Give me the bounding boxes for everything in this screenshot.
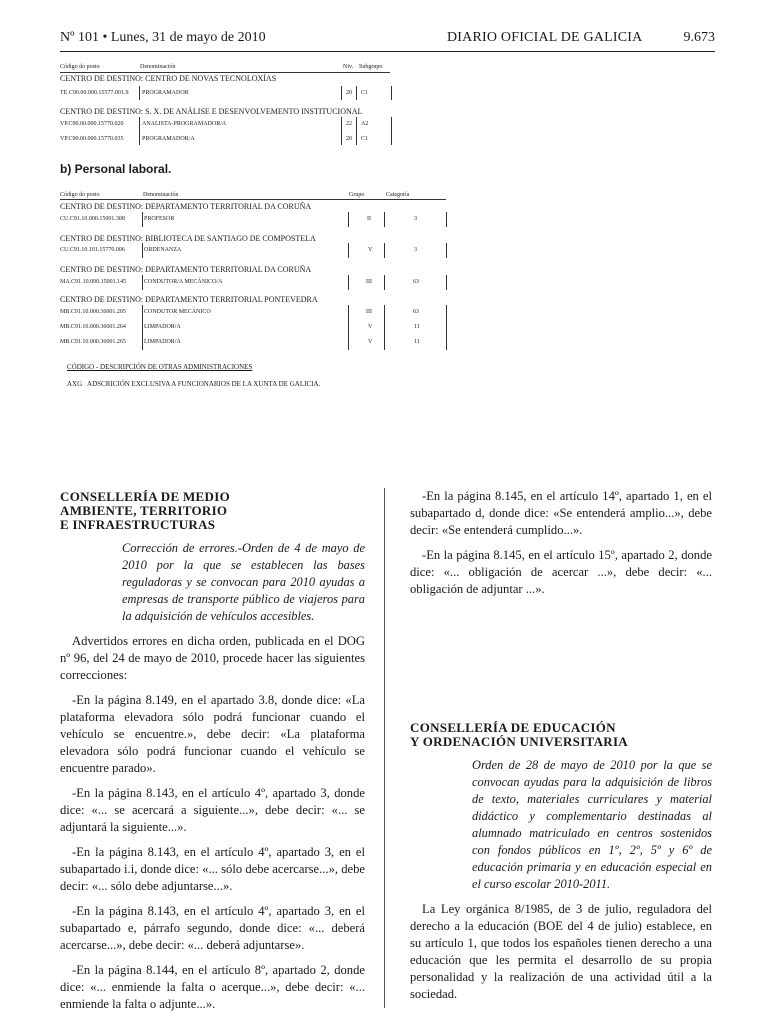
cell-divider xyxy=(348,243,349,258)
cell-divider xyxy=(384,320,385,335)
table-row-group: III xyxy=(366,279,372,285)
issue-date: Nº 101 • Lunes, 31 de mayo de 2010 xyxy=(60,30,266,45)
cell-divider xyxy=(348,212,349,227)
cell-divider xyxy=(446,243,447,258)
cell-divider xyxy=(384,305,385,320)
table-a-header-name: Denominación xyxy=(140,64,176,70)
table-row-name: LIMPADOR/A xyxy=(144,324,181,330)
right-order-title: Orden de 28 de mayo de 2010 por la que se convocan ayudas para la adquisición de libros de texto, materiales curriculares y material didáctico y complementario destinadas al alumnado matriculado en centros sostenidos con fondos públicos en 1º, 2º, 5º y 6º de educación primaria y en educación especial en el curso escolar 2010-2011. xyxy=(472,758,712,891)
table-row-niv: 22 xyxy=(346,121,352,127)
cell-divider xyxy=(142,212,143,227)
table-row-name: ANALISTA-PROGRAMADOR/A xyxy=(142,121,227,127)
table-a-header-niv: Niv. xyxy=(343,64,354,70)
cell-divider xyxy=(341,86,342,100)
codes-line: AXG ADSCRICIÓN EXCLUSIVA A FUNCIONARIOS DE LA XUNTA DE GALICIA. xyxy=(67,380,321,388)
cell-divider xyxy=(446,320,447,335)
right-column-top xyxy=(410,488,712,606)
table-row-group: II xyxy=(367,216,371,222)
paragraph: -En la página 8.144, en el artículo 8º, apartado 2, donde dice: «... enmiende la falta o acerque...», debe decir: «... enmiende la falta o adjunte...». xyxy=(60,963,365,1011)
cell-divider xyxy=(356,131,357,145)
table-b-header-category: Categoría xyxy=(386,192,410,198)
table-b-centre-2: CENTRO DE DESTINO: BIBLIOTECA DE SANTIAGO DE COMPOSTELA xyxy=(60,234,316,243)
table-row-name: PROGRAMADOR xyxy=(142,90,189,96)
table-row-code: VP.C90.00.000.15770.035 xyxy=(60,136,124,142)
table-a-header-subgroup: Subgrupo xyxy=(359,64,383,70)
cell-divider xyxy=(142,275,143,290)
paragraph: -En la página 8.143, en el artículo 4º, apartado 3, en el subapartado i.i, donde dice: «... sólo debe acercarse...», debe decir: «... sólo debe adjuntarse...». xyxy=(60,845,365,893)
table-b-header-name: Denominación xyxy=(143,192,179,198)
table-row-name: CONDUTOR MECÁNICO xyxy=(144,309,211,315)
page-header xyxy=(60,30,715,50)
table-b-centre-4: CENTRO DE DESTINO: DEPARTAMENTO TERRITORIAL PONTEVEDRA xyxy=(60,295,318,304)
cell-divider xyxy=(446,275,447,290)
table-row-code: MB.C91.10.000.36001.205 xyxy=(60,309,126,315)
cell-divider xyxy=(139,131,140,145)
table-a-header-code: Código do posto xyxy=(60,64,100,70)
cell-divider xyxy=(384,275,385,290)
table-row-code: CU.C91.10.000.15001.308 xyxy=(60,216,125,222)
cell-divider xyxy=(348,335,349,350)
table-row-sub: C1 xyxy=(361,136,369,142)
cell-divider xyxy=(142,320,143,335)
cell-divider xyxy=(384,243,385,258)
table-row-name: ORDENANZA xyxy=(144,247,182,253)
paragraph: Advertidos errores en dicha orden, publicada en el DOG nº 96, del 24 de mayo de 2010, procede hacer las siguientes correcciones: xyxy=(60,634,365,682)
table-b-rule xyxy=(60,199,446,200)
table-row-niv: 20 xyxy=(346,90,352,96)
table-row-name: CONDUTOR/A MECÁNICO/A xyxy=(144,279,223,285)
paragraph: -En la página 8.145, en el artículo 15º, apartado 2, donde dice: «... obligación de acercar ...», debe decir: «... obligación de adjuntar ...». xyxy=(410,548,712,596)
left-heading-line-2: AMBIENTE, TERRITORIO xyxy=(60,503,228,518)
cell-divider xyxy=(391,117,392,131)
table-b-header-code: Código do posto xyxy=(60,192,100,198)
left-heading-line-1: CONSELLERÍA DE MEDIO xyxy=(60,489,230,504)
page-number: 9.673 xyxy=(683,30,715,45)
table-row-group: V xyxy=(368,324,373,330)
table-row-group: V xyxy=(368,247,373,253)
table-row-category: 3 xyxy=(414,216,417,222)
cell-divider xyxy=(341,117,342,131)
table-row-sub: C1 xyxy=(361,90,369,96)
cell-divider xyxy=(341,131,342,145)
cell-divider xyxy=(139,86,140,100)
right-heading-line-2: Y ORDENACIÓN UNIVERSITARIA xyxy=(410,734,628,749)
section-b-title: b) Personal laboral. xyxy=(60,162,172,176)
table-row-category: 11 xyxy=(414,324,420,330)
cell-divider xyxy=(446,305,447,320)
left-heading-line-3: E INFRAESTRUCTURAS xyxy=(60,517,216,532)
table-row-code: MB.C91.10.000.36001.264 xyxy=(60,324,126,330)
table-row-niv: 20 xyxy=(346,136,352,142)
table-row-sub: A2 xyxy=(361,121,369,127)
table-row-category: 63 xyxy=(413,279,419,285)
cell-divider xyxy=(348,305,349,320)
cell-divider xyxy=(139,117,140,131)
table-row-name: LIMPADOR/A xyxy=(144,339,181,345)
left-column xyxy=(60,490,365,1021)
cell-divider xyxy=(142,335,143,350)
table-b-centre-3: CENTRO DE DESTINO: DEPARTAMENTO TERRITORIAL DA CORUÑA xyxy=(60,265,312,274)
cell-divider xyxy=(446,212,447,227)
left-heading xyxy=(60,490,365,532)
column-divider xyxy=(384,488,385,1008)
cell-divider xyxy=(446,335,447,350)
table-row-group: III xyxy=(366,309,372,315)
table-row-category: 63 xyxy=(413,309,419,315)
table-a-rule xyxy=(60,72,390,73)
cell-divider xyxy=(384,212,385,227)
right-heading-line-1: CONSELLERÍA DE EDUCACIÓN xyxy=(410,720,616,735)
cell-divider xyxy=(391,131,392,145)
cell-divider xyxy=(356,86,357,100)
table-b-header-group: Grupo xyxy=(349,192,365,198)
table-b-centre-1: CENTRO DE DESTINO: DEPARTAMENTO TERRITORIAL DA CORUÑA xyxy=(60,202,312,211)
table-row-code: TE.C90.00.000.15577.001.S xyxy=(60,90,129,96)
paragraph: -En la página 8.143, en el artículo 4º, apartado 3, donde dice: «... se acercará a siguiente...», debe decir: «... se adjuntará la siguiente...». xyxy=(60,786,365,834)
cell-divider xyxy=(356,117,357,131)
paragraph: La Ley orgánica 8/1985, de 3 de julio, reguladora del derecho a la educación (BOE del 4 de julio) establece, en su artículo 1, que todos los españoles tienen derecho a una educación que les permita el desarrollo de su propia personalidad y la realización de una actividad útil a la sociedad. xyxy=(410,902,712,1001)
codes-title: CÓDIGO - DESCRIPCIÓN DE OTRAS ADMINISTRACIONES xyxy=(67,363,253,371)
table-row-name: PROFESOR xyxy=(144,216,175,222)
cell-divider xyxy=(391,86,392,100)
cell-divider xyxy=(348,275,349,290)
table-row-group: V xyxy=(368,339,373,345)
paragraph: -En la página 8.145, en el artículo 14º, apartado 1, en el subapartado d, donde dice: «Se entenderá amplio...», debe decir: «Se entenderá cumplido...». xyxy=(410,489,712,537)
table-row-code: CU.C91.10.101.15770.006 xyxy=(60,247,125,253)
right-heading xyxy=(410,721,712,749)
table-row-code: MA.C91.10.000.15001.145 xyxy=(60,279,127,285)
table-a-centre-1: CENTRO DE DESTINO: CENTRO DE NOVAS TECNOLOXÍAS xyxy=(60,74,277,83)
paragraph: -En la página 8.143, en el artículo 4º, apartado 3, en el subapartado e, párrafo segundo, donde dice: «... deberá acercarse...», debe decir: «... deberá adjuntarse». xyxy=(60,904,365,952)
table-row-category: 3 xyxy=(414,247,417,253)
table-row-category: 11 xyxy=(414,339,420,345)
cell-divider xyxy=(348,320,349,335)
table-row-code: VP.C90.00.000.15770.020 xyxy=(60,121,124,127)
cell-divider xyxy=(384,335,385,350)
left-order-title: Corrección de errores.-Orden de 4 de mayo de 2010 por la que se establecen las bases reguladoras y se convocan para 2010 ayudas a empresas de transporte público de viajeros para la adquisición de vehículos accesibles. xyxy=(122,541,365,623)
table-row-code: MB.C91.10.000.36001.265 xyxy=(60,339,126,345)
table-a-centre-2: CENTRO DE DESTINO: S. X. DE ANÁLISE E DESENVOLVEMENTO INSTITUCIONAL xyxy=(60,107,363,116)
table-row-name: PROGRAMADOR/A xyxy=(142,136,195,142)
cell-divider xyxy=(142,243,143,258)
paragraph: -En la página 8.149, en el apartado 3.8, donde dice: «La plataforma elevadora sólo podrá funcionar cuando el vehículo se encuentre.», debe decir: «La plataforma elevadora sólo podrá funcionar cuando el vehículo se encuentre parado». xyxy=(60,693,365,775)
journal-title: DIARIO OFICIAL DE GALICIA xyxy=(447,30,643,45)
right-column-bottom xyxy=(410,721,712,1011)
header-rule xyxy=(60,51,715,52)
cell-divider xyxy=(142,305,143,320)
